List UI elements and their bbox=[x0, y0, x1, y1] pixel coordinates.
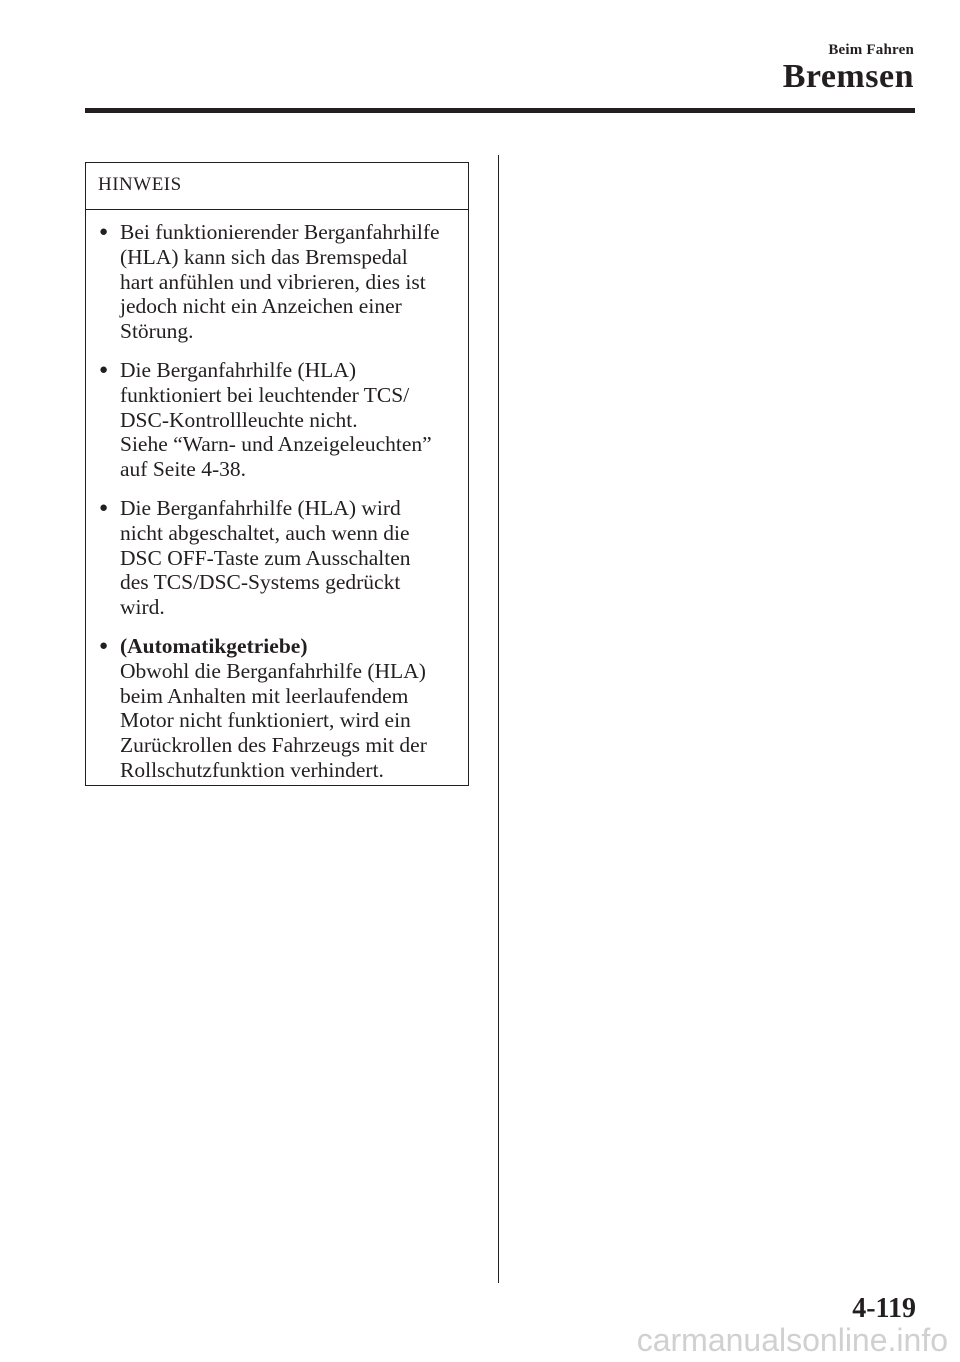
note-item bbox=[86, 358, 468, 482]
note-line: Bei funktionierender Berganfahrhilfe bbox=[120, 220, 440, 244]
page-number: 4-119 bbox=[852, 1293, 916, 1324]
watermark: carmanualsonline.info bbox=[636, 1322, 948, 1358]
note-line: funktioniert bei leuchtender TCS/ bbox=[120, 382, 410, 407]
note-line: auf Seite 4-38. bbox=[120, 457, 246, 482]
note-line: jedoch nicht ein Anzeichen einer bbox=[120, 294, 402, 319]
note-item bbox=[86, 634, 468, 783]
note-line: Motor nicht funktioniert, wird ein bbox=[120, 708, 411, 733]
note-line: Störung. bbox=[120, 319, 194, 344]
note-line: Obwohl die Berganfahrhilfe (HLA) bbox=[120, 658, 426, 683]
bullet-icon: ● bbox=[99, 499, 109, 516]
section-title: Bremsen bbox=[782, 58, 914, 95]
note-line: Die Berganfahrhilfe (HLA) wird bbox=[120, 495, 401, 520]
section-label: Beim Fahren bbox=[828, 42, 914, 58]
note-line: Die Berganfahrhilfe (HLA) bbox=[120, 357, 357, 382]
note-line: (HLA) kann sich das Bremspedal bbox=[120, 244, 408, 269]
note-line: DSC OFF-Taste zum Ausschalten bbox=[120, 545, 411, 570]
note-line: DSC-Kontrollleuchte nicht. bbox=[120, 407, 358, 432]
note-item bbox=[86, 220, 468, 344]
bullet-icon: ● bbox=[99, 637, 109, 654]
note-line: nicht abgeschaltet, auch wenn die bbox=[120, 520, 410, 545]
header-rule bbox=[85, 108, 915, 113]
note-line: beim Anhalten mit leerlaufendem bbox=[120, 683, 409, 708]
note-line: Siehe “Warn- und Anzeigeleuchten” bbox=[120, 432, 432, 457]
note-line: Rollschutzfunktion verhindert. bbox=[120, 757, 384, 782]
note-line: wird. bbox=[120, 595, 165, 620]
note-heading: HINWEIS bbox=[86, 163, 468, 210]
bullet-icon: ● bbox=[99, 224, 109, 240]
note-line: Zurückrollen des Fahrzeugs mit der bbox=[120, 733, 427, 758]
note-line: des TCS/DSC-Systems gedrückt bbox=[120, 570, 401, 595]
note-box bbox=[85, 162, 469, 786]
note-line-bold: (Automatikgetriebe) bbox=[120, 633, 308, 658]
column-divider bbox=[498, 155, 499, 1283]
note-list bbox=[86, 210, 468, 783]
bullet-icon: ● bbox=[99, 361, 109, 378]
note-item bbox=[86, 496, 468, 620]
note-line: hart anfühlen und vibrieren, dies ist bbox=[120, 269, 426, 294]
